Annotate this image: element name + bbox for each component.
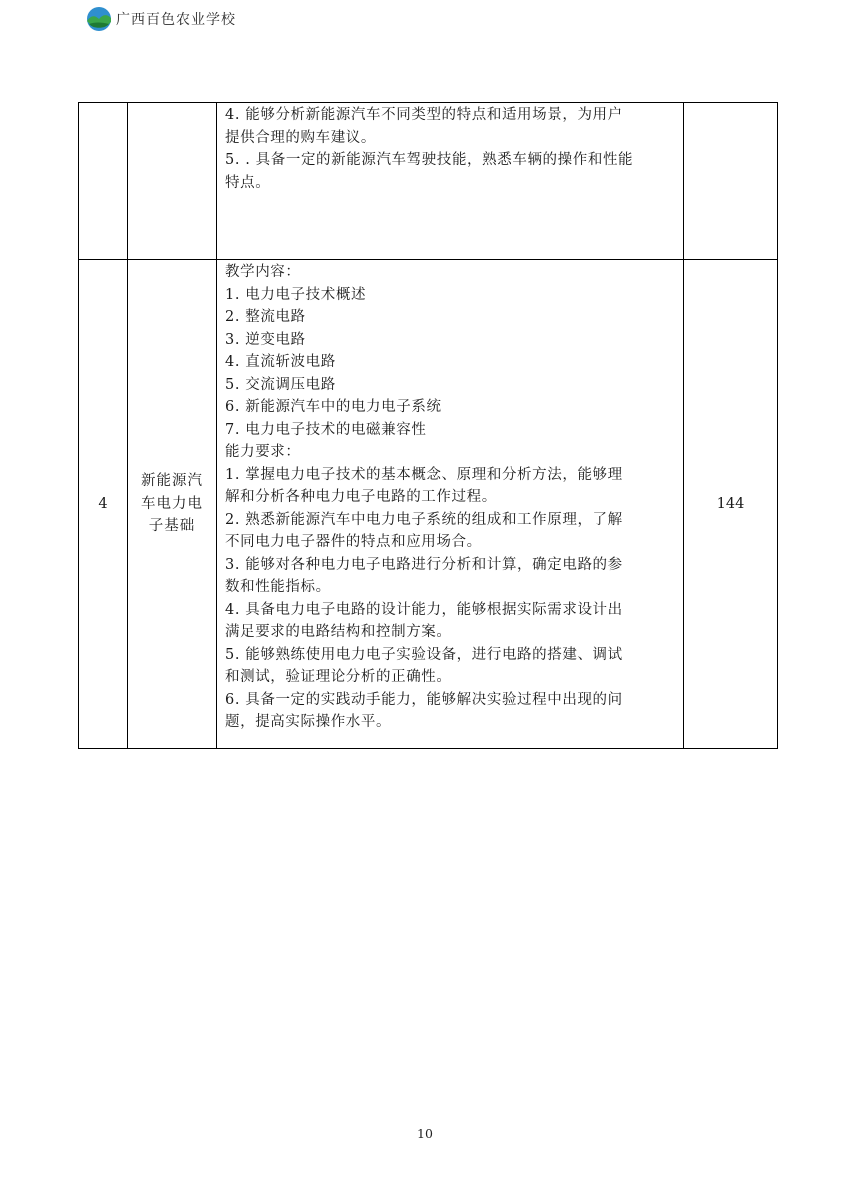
content-line: 数和性能指标。 (225, 579, 331, 595)
content-line: 4. 直流斩波电路 (225, 354, 336, 370)
content-line: 题，提高实际操作水平。 (225, 714, 392, 730)
content-line: 3. 能够对各种电力电子电路进行分析和计算，确定电路的参 (225, 556, 623, 573)
table-row (79, 260, 778, 749)
content-line: 7. 电力电子技术的电磁兼容性 (225, 421, 427, 438)
course-hours-cell: 144 (684, 260, 778, 749)
course-name-cell: 新能源汽车电力电子基础 (128, 260, 217, 749)
course-table (78, 102, 778, 749)
content-heading: 教学内容： (225, 264, 301, 280)
content-line: 1. 电力电子技术概述 (225, 286, 367, 303)
course-hours-cell (684, 103, 778, 260)
content-line: 4. 具备电力电子电路的设计能力，能够根据实际需求设计出 (225, 601, 623, 618)
page-number: 10 (417, 1126, 433, 1141)
table-row (79, 103, 778, 260)
content-line: 不同电力电子器件的特点和应用场合。 (225, 534, 482, 550)
page-header (86, 4, 236, 34)
school-logo-icon (86, 6, 112, 32)
course-name-cell (128, 103, 217, 260)
school-name: 广西百色农业学校 (116, 12, 236, 28)
course-number-cell: 4 (79, 260, 128, 749)
content-line: 特点。 (225, 174, 271, 191)
content-line: 解和分析各种电力电子电路的工作过程。 (225, 489, 497, 505)
content-line: 和测试，验证理论分析的正确性。 (225, 669, 452, 685)
course-number-cell (79, 103, 128, 260)
course-content-cell (217, 260, 684, 749)
content-line: 1. 掌握电力电子技术的基本概念、原理和分析方法，能够理 (225, 466, 623, 483)
content-heading: 能力要求： (225, 444, 301, 460)
content-line: 2. 整流电路 (225, 309, 306, 325)
content-line: 满足要求的电路结构和控制方案。 (225, 624, 452, 640)
content-line: 5. 能够熟练使用电力电子实验设备，进行电路的搭建、调试 (225, 646, 623, 663)
content-line: 6. 具备一定的实践动手能力，能够解决实验过程中出现的问 (225, 691, 623, 708)
content-line: 5. 交流调压电路 (225, 376, 336, 393)
content-line: 5. . 具备一定的新能源汽车驾驶技能，熟悉车辆的操作和性能 (225, 152, 634, 168)
content-line: 提供合理的购车建议。 (225, 129, 376, 146)
content-line: 3. 逆变电路 (225, 331, 306, 348)
content-line: 4. 能够分析新能源汽车不同类型的特点和适用场景，为用户 (225, 107, 623, 123)
content-line: 6. 新能源汽车中的电力电子系统 (225, 399, 442, 415)
content-line: 2. 熟悉新能源汽车中电力电子系统的组成和工作原理，了解 (225, 511, 623, 528)
course-content-cell (217, 103, 684, 260)
